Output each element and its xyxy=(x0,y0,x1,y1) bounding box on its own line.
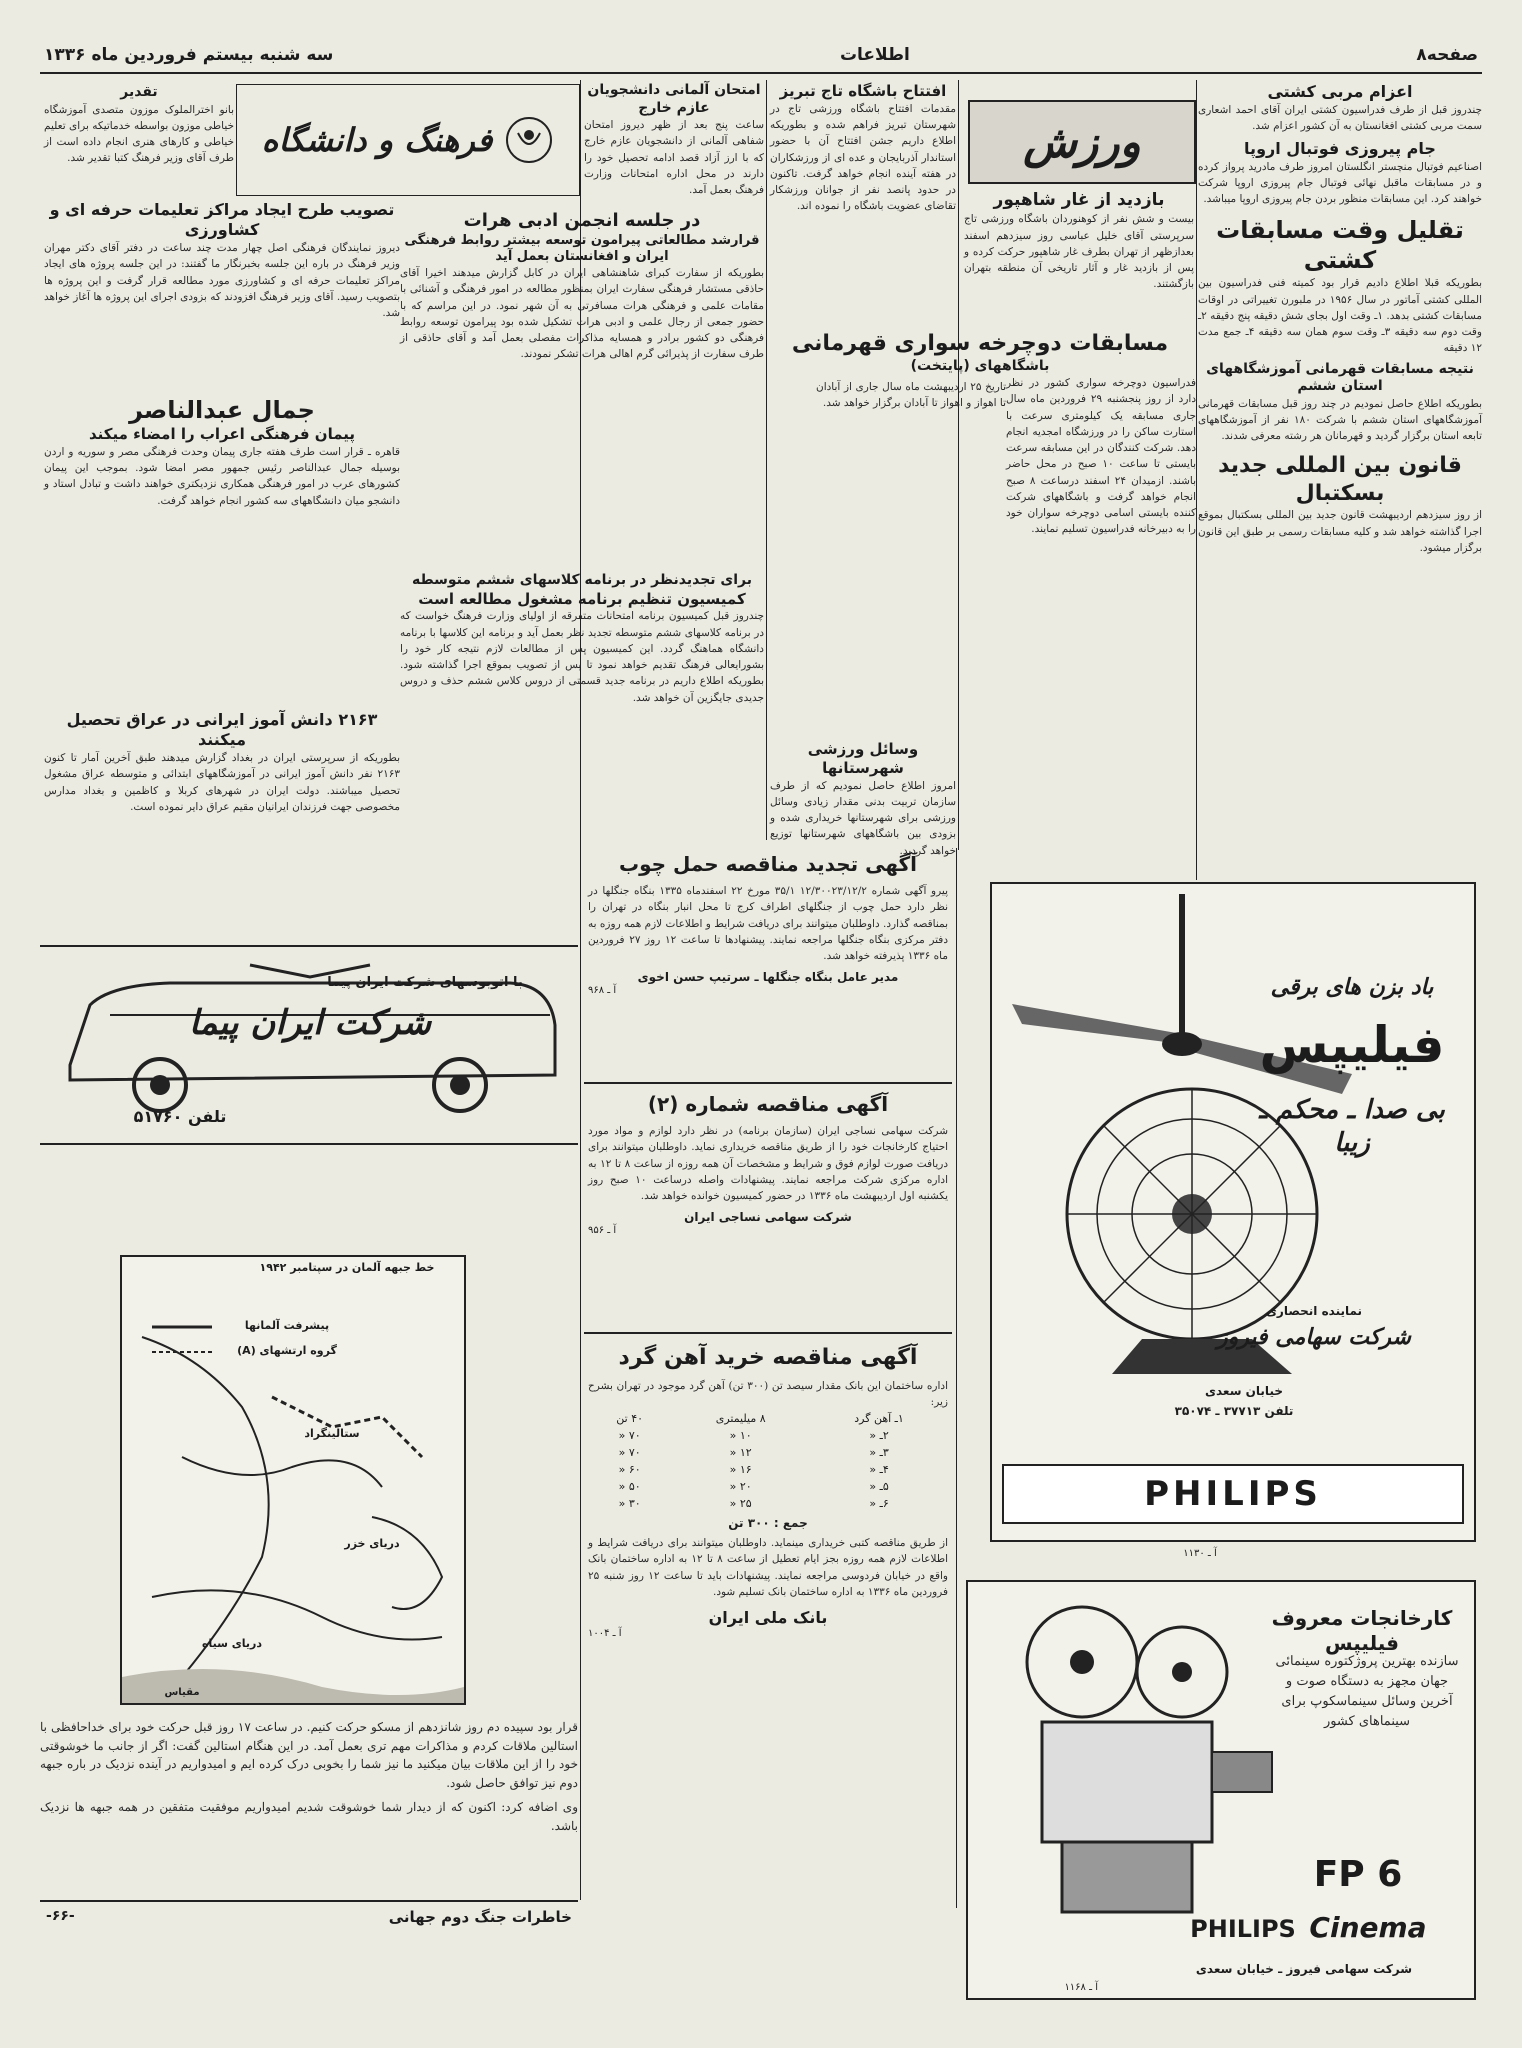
article-text: قرار بود سپیده دم روز شانزدهم از مسکو حرکت کنیم. در ساعت ۱۷ روز قبل حرکت خود برای خداحافظی با استالین ملاقات کردم و مذاکرات مهم تری بعمل آمد. در این هنگام استالین گفت: اگر از جانب ما خوشوقتی خود را از این ملاقات بیان میکنید ما نیز شما را بخوبی درک کرده ایم و امیدواریم در آینده نزدیک در باره جبهه دوم نیز توافق حاصل شود. xyxy=(40,1720,579,1790)
table-cell: ۱۶ « xyxy=(729,1463,752,1477)
tender-iron-ad xyxy=(584,1340,952,1902)
tender-wood-ad xyxy=(584,848,952,1084)
headline: برای تجدیدنظر در برنامه کلاسهای ششم متوسطه xyxy=(411,572,753,588)
fan-agent: شرکت سهامی فیروز xyxy=(1217,1325,1411,1350)
article-text: مقدمات افتتاح باشگاه ورزشی تاج در شهرستان تبریز فراهم شده و بطوریکه اطلاع داریم جشن افتتاح آن با حضور استاندار آذربایجان و عده ای از ورزشکاران در هفته آینده انجام خواهد گرفت. تاکنون در حدود پانصد نفر از جوانان ورزشکار تقاضای عضویت باشگاه را نموده اند. xyxy=(770,102,956,213)
article-taj xyxy=(770,82,956,332)
article-text: چندروز قبل کمیسیون برنامه امتحانات متفرقه از اولیای وزارت فرهنگ خواست که در برنامه کلاسهای ششم متوسطه تجدید نظر بعمل آید و برنامه این کلاسها با برنامه دانشگاه هماهنگ گردد. این کمیسیون پس از مطالعات لازم نتیجه کار خود را بشورایعالی فرهنگ تقدیم خواهد نمود تا پس از تصویب بموقع اجرا گذاشته شود. بطوریکه اطلاع داریم در برنامه جدید قسمتی از دروس کلاس ششم حذف و دروس جدیدی جایگزین آن خواهد شد. xyxy=(400,610,764,704)
table-cell: ۲ـ « xyxy=(869,1429,889,1443)
fan-tagline: بی صدا ـ محکم ـ زیبا xyxy=(1259,1095,1445,1158)
headline: قانون بین المللی جدید بسکتبال xyxy=(1218,453,1462,506)
headline: افتتاح باشگاه تاج تبریز xyxy=(779,82,947,100)
ad-title: آگهی تجدید مناقصه حمل چوب xyxy=(618,852,918,876)
ad-title: آگهی مناقصه شماره (۲) xyxy=(647,1092,889,1116)
ad-code: آ ـ ۱۱۳۰ xyxy=(1183,1548,1217,1559)
article-text: ساعت پنج بعد از ظهر دیروز امتحان شفاهی آلمانی از دانشجویان عازم خارج که با ارز آزاد قصد ادامه تحصیل خود را دارند در محل اداره امتحانات وزارت فرهنگ بعمل آمد. xyxy=(584,119,764,197)
subheadline: قرارشد مطالعاتی پیرامون توسعه بیشتر روابط فرهنگی ایران و افغانستان بعمل آید xyxy=(404,232,760,264)
article-text: بطوریکه اطلاع حاصل نمودیم در چند روز قبل مسابقات قهرمانی آموزشگاههای استان ششم با شرکت ۱۸۰ نفر از آموزشگاههای تابعه استان برگزار گردید و قهرمانان هر رشته معرفی شدند. xyxy=(1198,397,1482,443)
ad-code: آ ـ ۹۵۶ xyxy=(588,1225,617,1237)
article-text: بانو اخترالملوک موزون متصدی آموزشگاه خیاطی موزون بواسطه خدماتیکه برای تعلیم خیاطی و کارهای هنری انجام داده است از طرف آقای وزیر فرهنگ کتبا تقدیر شد. xyxy=(44,103,234,165)
series-title: خاطرات جنگ دوم جهانی xyxy=(388,1907,572,1926)
headline: نتیجه مسابقات قهرمانی آموزشگاههای استان ششم xyxy=(1206,360,1474,395)
map-title: خط جبهه آلمان در سپتامبر ۱۹۴۲ xyxy=(259,1261,435,1274)
memoir-footer xyxy=(40,1900,578,1932)
article-text: فدراسیون دوچرخه سواری کشور در نظر دارد از روز پنجشنبه ۲۹ فروردین ماه سال جاری مسابقه یک کیلومتری سرعت با استارت ساکن را در ورزشگاه امجدیه انجام دهد. شرکت کنندگان در این مسابقه سرعت بایستی تا ساعت ۱۰ صبح در محل حاضر باشند. ازمیدان ۲۴ اسفند درساعت ۸ صبح انجام خواهد گرفت و باشگاههای شرکت کننده بایستی اسامی دوچرخه سواران خود را به دبیرخانه فدراسیون تسلیم نمایند. xyxy=(1006,377,1196,536)
headline: جام پیروزی فوتبال اروپا xyxy=(1244,138,1436,158)
table-cell: ۴ـ « xyxy=(869,1463,889,1477)
table-row xyxy=(588,1478,948,1495)
table-row xyxy=(588,1444,948,1461)
headline: جمال عبدالناصر xyxy=(129,396,315,424)
article-text: بیست و شش نفر از کوهنوردان باشگاه ورزشی تاج سرپرستی آقای خلیل عباسی روز سیزدهم اسفند بعدازظهر از تهران بطرف غار شاهپور حرکت کرده و پس از بازدید غار و آثار تاریخی آن منطقه بتهران بازگشتند. xyxy=(964,213,1194,291)
page-number: صفحه۸ xyxy=(1416,45,1478,65)
map-label: دریای خزر xyxy=(344,1537,400,1550)
ad-body: پیرو آگهی شماره ۱۲/۳۰۰۲۳/۱۲/۲ ۳۵/۱ مورخ ۲۲ اسفندماه ۱۳۳۵ بنگاه جنگلها در نظر دارد حمل چوب از جنگلهای اطراف کرج تا محل انبار بنگاه در تهران را بمناقصه گذارد. داوطلبان میتوانند برای دریافت شرایط و اطلاعات لازم همه روزه به دفتر مرکزی بنگاه جنگلها مراجعه نمایند. پیشنهادها تا ساعت ۱۲ روز ۲۷ فروردین ماه ۱۳۳۶ پذیرفته خواهد شد. xyxy=(588,885,948,963)
war-map xyxy=(120,1255,466,1705)
fan-phone: تلفن ۳۷۷۱۳ ـ ۳۵۰۷۴ xyxy=(1174,1404,1294,1418)
headline: تصویب طرح ایجاد مراکز تعلیمات حرفه ای و کشاورزی xyxy=(49,200,395,239)
table-cell: ۵۰ « xyxy=(618,1480,641,1494)
headline: وسائل ورزشی شهرستانها xyxy=(807,740,919,777)
bus-advertisement xyxy=(40,945,578,1145)
table-cell: ۳۰ « xyxy=(618,1497,641,1511)
culture-logo-text: فرهنگ و دانشگاه xyxy=(261,121,493,159)
table-cell: ۲۰ « xyxy=(729,1480,752,1494)
subheadline: پیمان فرهنگی اعراب را امضاء میکند xyxy=(88,425,356,443)
philips-fan-ad xyxy=(990,882,1476,1542)
iron-table xyxy=(588,1410,948,1512)
article-text: بطوریکه از سرپرستی ایران در بغداد گزارش میدهند طبق آخرین آمار تا کنون ۲۱۶۳ نفر دانش آموز ایرانی در آموزشگاههای ابتدائی و متوسطه عراق مشغول تحصیل میباشند. دولت ایران در شهرهای کربلا و کاظمین و بغداد مدارس مخصوصی جهت فرزندان ایرانیان مقیم عراق دایر نموده است. xyxy=(44,752,400,813)
article-text: اصناعیم فوتبال منچستر انگلستان امروز طرف مادرید پرواز کرده و در مسابقات ماقبل نهائی فوتبال جام پیروزی اروپا شرکت خواهند کرد. این مسابقات منظور بردن جام پیروزی اروپا میباشد. xyxy=(1198,160,1482,206)
headline: در جلسه انجمن ادبی هرات xyxy=(463,210,701,231)
headline: ۲۱۶۳ دانش آموز ایرانی در عراق تحصیل میکنند xyxy=(66,710,378,749)
ad-body: از طریق مناقصه کتبی خریداری مینماید. داوطلبان میتوانند برای دریافت شرایط و اطلاعات لازم همه روزه بجز ایام تعطیل از ساعت ۸ تا ۱۲ به اداره ساختمان بانک واقع در خیابان فردوسی مراجعه نمایند. پیشنهادات باید تا ساعت ۱۲ روز شنبه ۲۵ فروردین ماه ۱۳۳۶ به اداره ساختمان بانک تسلیم شود. xyxy=(588,1537,948,1598)
table-row xyxy=(588,1427,948,1444)
table-cell: ۱۲ « xyxy=(729,1446,752,1460)
fan-agent-label: نماینده انحصاری xyxy=(1265,1304,1363,1318)
sports-logo xyxy=(968,100,1196,184)
table-row xyxy=(588,1461,948,1478)
table-cell: ۲۵ « xyxy=(729,1497,752,1511)
headline: بازدید از غار شاهپور xyxy=(993,190,1165,210)
article-text: تاریخ ۲۵ اردیبهشت ماه سال جاری از آبادان تا اهواز و اهواز تا آبادان برگزار خواهد شد. xyxy=(816,381,1007,410)
cinema-model: FP 6 xyxy=(1313,1854,1403,1895)
table-cell: ۵ـ « xyxy=(869,1480,889,1494)
masthead xyxy=(40,38,1482,74)
sports-column xyxy=(1198,82,1482,902)
article-iraq xyxy=(44,710,400,940)
map-legend: گروه ارتشهای (A) xyxy=(237,1344,337,1357)
table-cell: ۴۰ تن xyxy=(616,1412,644,1426)
culture-logo xyxy=(236,84,580,196)
article-program xyxy=(400,572,764,842)
ad-signature: بانک ملی ایران xyxy=(708,1608,828,1628)
cinema-body: سازنده بهترین پروژکتوره سینمائی جهان مجهز به دستگاه صوت و آخرین وسائل سینماسکوپ برای سینماهای کشور xyxy=(1275,1654,1459,1730)
series-page-number: -۶۶- xyxy=(46,1908,75,1925)
article-cycling xyxy=(764,330,1196,770)
headline: تقلیل وقت مسابقات کشتی xyxy=(1216,216,1464,275)
issue-date: سه شنبه بیستم فروردین ماه ۱۳۳۶ xyxy=(44,45,334,65)
bus-line: با اتوبوسهای شرکت ایران پیما xyxy=(327,975,523,990)
table-cell: ۱ـ آهن گرد xyxy=(854,1412,904,1426)
philips-logo xyxy=(1002,1464,1464,1524)
table-cell: ۷۰ « xyxy=(618,1446,641,1460)
ww2-memoir xyxy=(40,1718,578,1898)
map-label: مقیاس xyxy=(164,1687,200,1698)
article-nasser xyxy=(44,395,400,695)
article-text: امروز اطلاع حاصل نمودیم که از طرف سازمان تربیت بدنی مقدار زیادی وسائل ورزشی برای شهرستانها خریداری شده و بزودی بین باشگاههای شهرستانها توزیع خواهد گردید. xyxy=(770,779,956,857)
ad-title: آگهی مناقصه خرید آهن گرد xyxy=(618,1345,918,1370)
article-herat xyxy=(400,210,764,570)
table-cell: ۶۰ « xyxy=(618,1463,641,1477)
table-cell: ۱۰ « xyxy=(729,1429,752,1443)
fan-address: خیابان سعدی xyxy=(1205,1384,1283,1398)
emblem-icon xyxy=(504,115,554,165)
fan-brand: فیلیپس xyxy=(1259,1016,1445,1074)
paper-name: اطلاعات xyxy=(839,45,910,65)
table-row xyxy=(588,1410,948,1427)
ad-body: شرکت سهامی نساجی ایران (سازمان برنامه) در نظر دارد لوازم و مواد مورد احتیاج کارخانجات خود را از طریق مناقصه خریداری نماید. داوطلبان میتوانند برای دریافت صورت لوازم فوق و شرایط و مشخصات آن همه روزه از ساعت ۸ تا ۱۲ به اداره مرکزی شرکت مراجعه نمایند. پیشنهادات واصله درساعت ۱۰ صبح روز یکشنبه اول اردیبهشت ماه ۱۳۳۶ در حضور کمیسیون خوانده خواهد شد. xyxy=(588,1125,949,1203)
table-cell: ۳ـ « xyxy=(869,1446,889,1460)
projector-icon xyxy=(982,1602,1282,1932)
article-text: بطوریکه قبلا اطلاع دادیم قرار بود کمیته فنی فدراسیون بین المللی کشتی آماتور در سال ۱۹۵۶ در ملبورن تغییراتی در اوقات مسابقات کشتی بدهد. ۱ـ وقت اول بجای شش دقیقه پنج دقیقه ۲ـ وقت دوم سه دقیقه ۳ـ وقت سوم همان سه دقیقه ۴ـ جمع مدت ۱۲ دقیقه xyxy=(1198,277,1482,355)
ad-body: اداره ساختمان این بانک مقدار سیصد تن (۳۰۰ تن) آهن گرد موجود در تهران بشرح زیر: xyxy=(588,1379,948,1408)
philips-cinema-ad xyxy=(966,1580,1476,2000)
headline: تقدیر xyxy=(120,84,158,100)
table-row xyxy=(588,1495,948,1512)
article-text: قاهره ـ قرار است طرف هفته جاری پیمان وحدت فرهنگی مصر و سوریه و اردن بوسیله جمال عبدالناصر رئیس جمهور مصر امضا شود. بموجب این پیمان کشورهای عرب در امور فرهنگی همکاری نزدیکتری خواهند داشت و تبادل استاد و دانشجو میان دانشگاههای سه کشور انجام خواهد گرفت. xyxy=(44,445,400,507)
column-rule xyxy=(956,848,957,1908)
article-appreciation xyxy=(44,84,234,196)
map-label: ستالینگراد xyxy=(304,1427,360,1440)
iron-total: جمع : ۳۰۰ تن xyxy=(728,1516,808,1531)
subheadline: کمیسیون تنظیم برنامه مشغول مطالعه است xyxy=(418,589,746,608)
cinema-brand: PHILIPS xyxy=(1190,1915,1296,1943)
ad-code: آ ـ ۱۰۰۴ xyxy=(588,1628,622,1640)
cinema-brand-script: Cinema xyxy=(1309,1911,1427,1944)
fan-slogan: باد بزن های برقی xyxy=(1270,975,1434,1000)
article-text: دیروز نمایندگان فرهنگی اصل چهار مدت چند ساعت در دفتر آقای دکتر مهران وزیر فرهنگ در باره این جلسه بخبرنگار ما گفتند: در این جلسه پروژه های ایجاد مراکز تعلیمات حرفه ای و کشاورزی مورد مطالعه قرار گرفت و این پروژه ها بتصویب رسید. آقای وزیر فرهنگ افزودند که بزودی اجرای این پروژه ها آغاز خواهد شد. xyxy=(44,242,400,320)
cinema-title: کارخانجات معروف فیلیپس xyxy=(1271,1606,1453,1655)
article-equipment xyxy=(770,740,956,857)
cinema-agent: شرکت سهامی فیروز ـ خیابان سعدی xyxy=(1195,1962,1413,1976)
ad-signature: مدیر عامل بنگاه جنگلها ـ سرتیپ حسن اخوی xyxy=(637,970,899,985)
column-rule xyxy=(1196,80,1197,880)
article-text: بطوریکه از سفارت کبرای شاهنشاهی ایران در کابل گزارش میدهند اخیرا آقای حاذقی مستشار فرهنگی سفارت ایران بمنظور مطالعه در امور فرهنگی و آشنائی با مقامات علمی و فرهنگی هرات مسافرتی به آن شهر نمود. در این مراسم که با حضور جمعی از رجال علمی و ادبی هرات تشکیل شده بود پیرامون توسعه روابط فرهنگی دو کشور برادر و همسایه مذاکرات مفصلی بعمل آمد و آقای حاذقی از طرف سفارت از پذیرائی گرم اهالی هرات تشکر نمودند. xyxy=(400,267,764,361)
map-legend: پیشرفت آلمانها xyxy=(244,1319,330,1332)
table-cell: ۸ میلیمتری xyxy=(715,1412,766,1426)
article-text: چندروز قبل از طرف فدراسیون کشتی ایران آقای احمد اشعاری سمت مربی کشتی افغانستان به آن کشور اعزام شد. xyxy=(1198,104,1482,133)
map-label: دریای سیاه xyxy=(201,1637,263,1650)
article-vocational xyxy=(44,200,400,400)
headline: اعزام مربی کشتی xyxy=(1267,82,1413,101)
subheadline: باشگاههای (پایتخت) xyxy=(910,357,1050,374)
ad-code: آ ـ ۹۶۸ xyxy=(588,985,617,997)
article-text: وی اضافه کرد: اکنون که از دیدار شما خوشوقت شدیم امیدواریم موفقیت متفقین در همه جبهه ها نزدیک باشد. xyxy=(40,1800,578,1833)
table-cell: ۶ـ « xyxy=(869,1497,889,1511)
article-german-exam xyxy=(584,82,764,222)
philips-logo-text: PHILIPS xyxy=(1144,1473,1322,1514)
headline: مسابقات دوچرخه سواری قهرمانی xyxy=(791,331,1169,356)
tender-textile-ad xyxy=(584,1088,952,1334)
ad-code: آ ـ ۱۱۶۸ xyxy=(1064,1982,1098,1993)
headline: امتحان آلمانی دانشجویان عازم خارج xyxy=(587,82,761,116)
ad-signature: شرکت سهامی نساجی ایران xyxy=(684,1210,852,1225)
article-text: از روز سیزدهم اردیبهشت قانون جدید بین المللی بسکتبال بموقع اجرا گذاشته خواهد شد و کلیه مسابقات رسمی بر طبق این قانون برگزار میشود. xyxy=(1198,509,1482,554)
sports-logo-text: ورزش xyxy=(1023,116,1141,168)
bus-phone: تلفن ۵۱۷۶۰ xyxy=(133,1107,227,1126)
table-cell: ۷۰ « xyxy=(618,1429,641,1443)
bus-company-name: شرکت ایران پیما xyxy=(188,1003,432,1043)
